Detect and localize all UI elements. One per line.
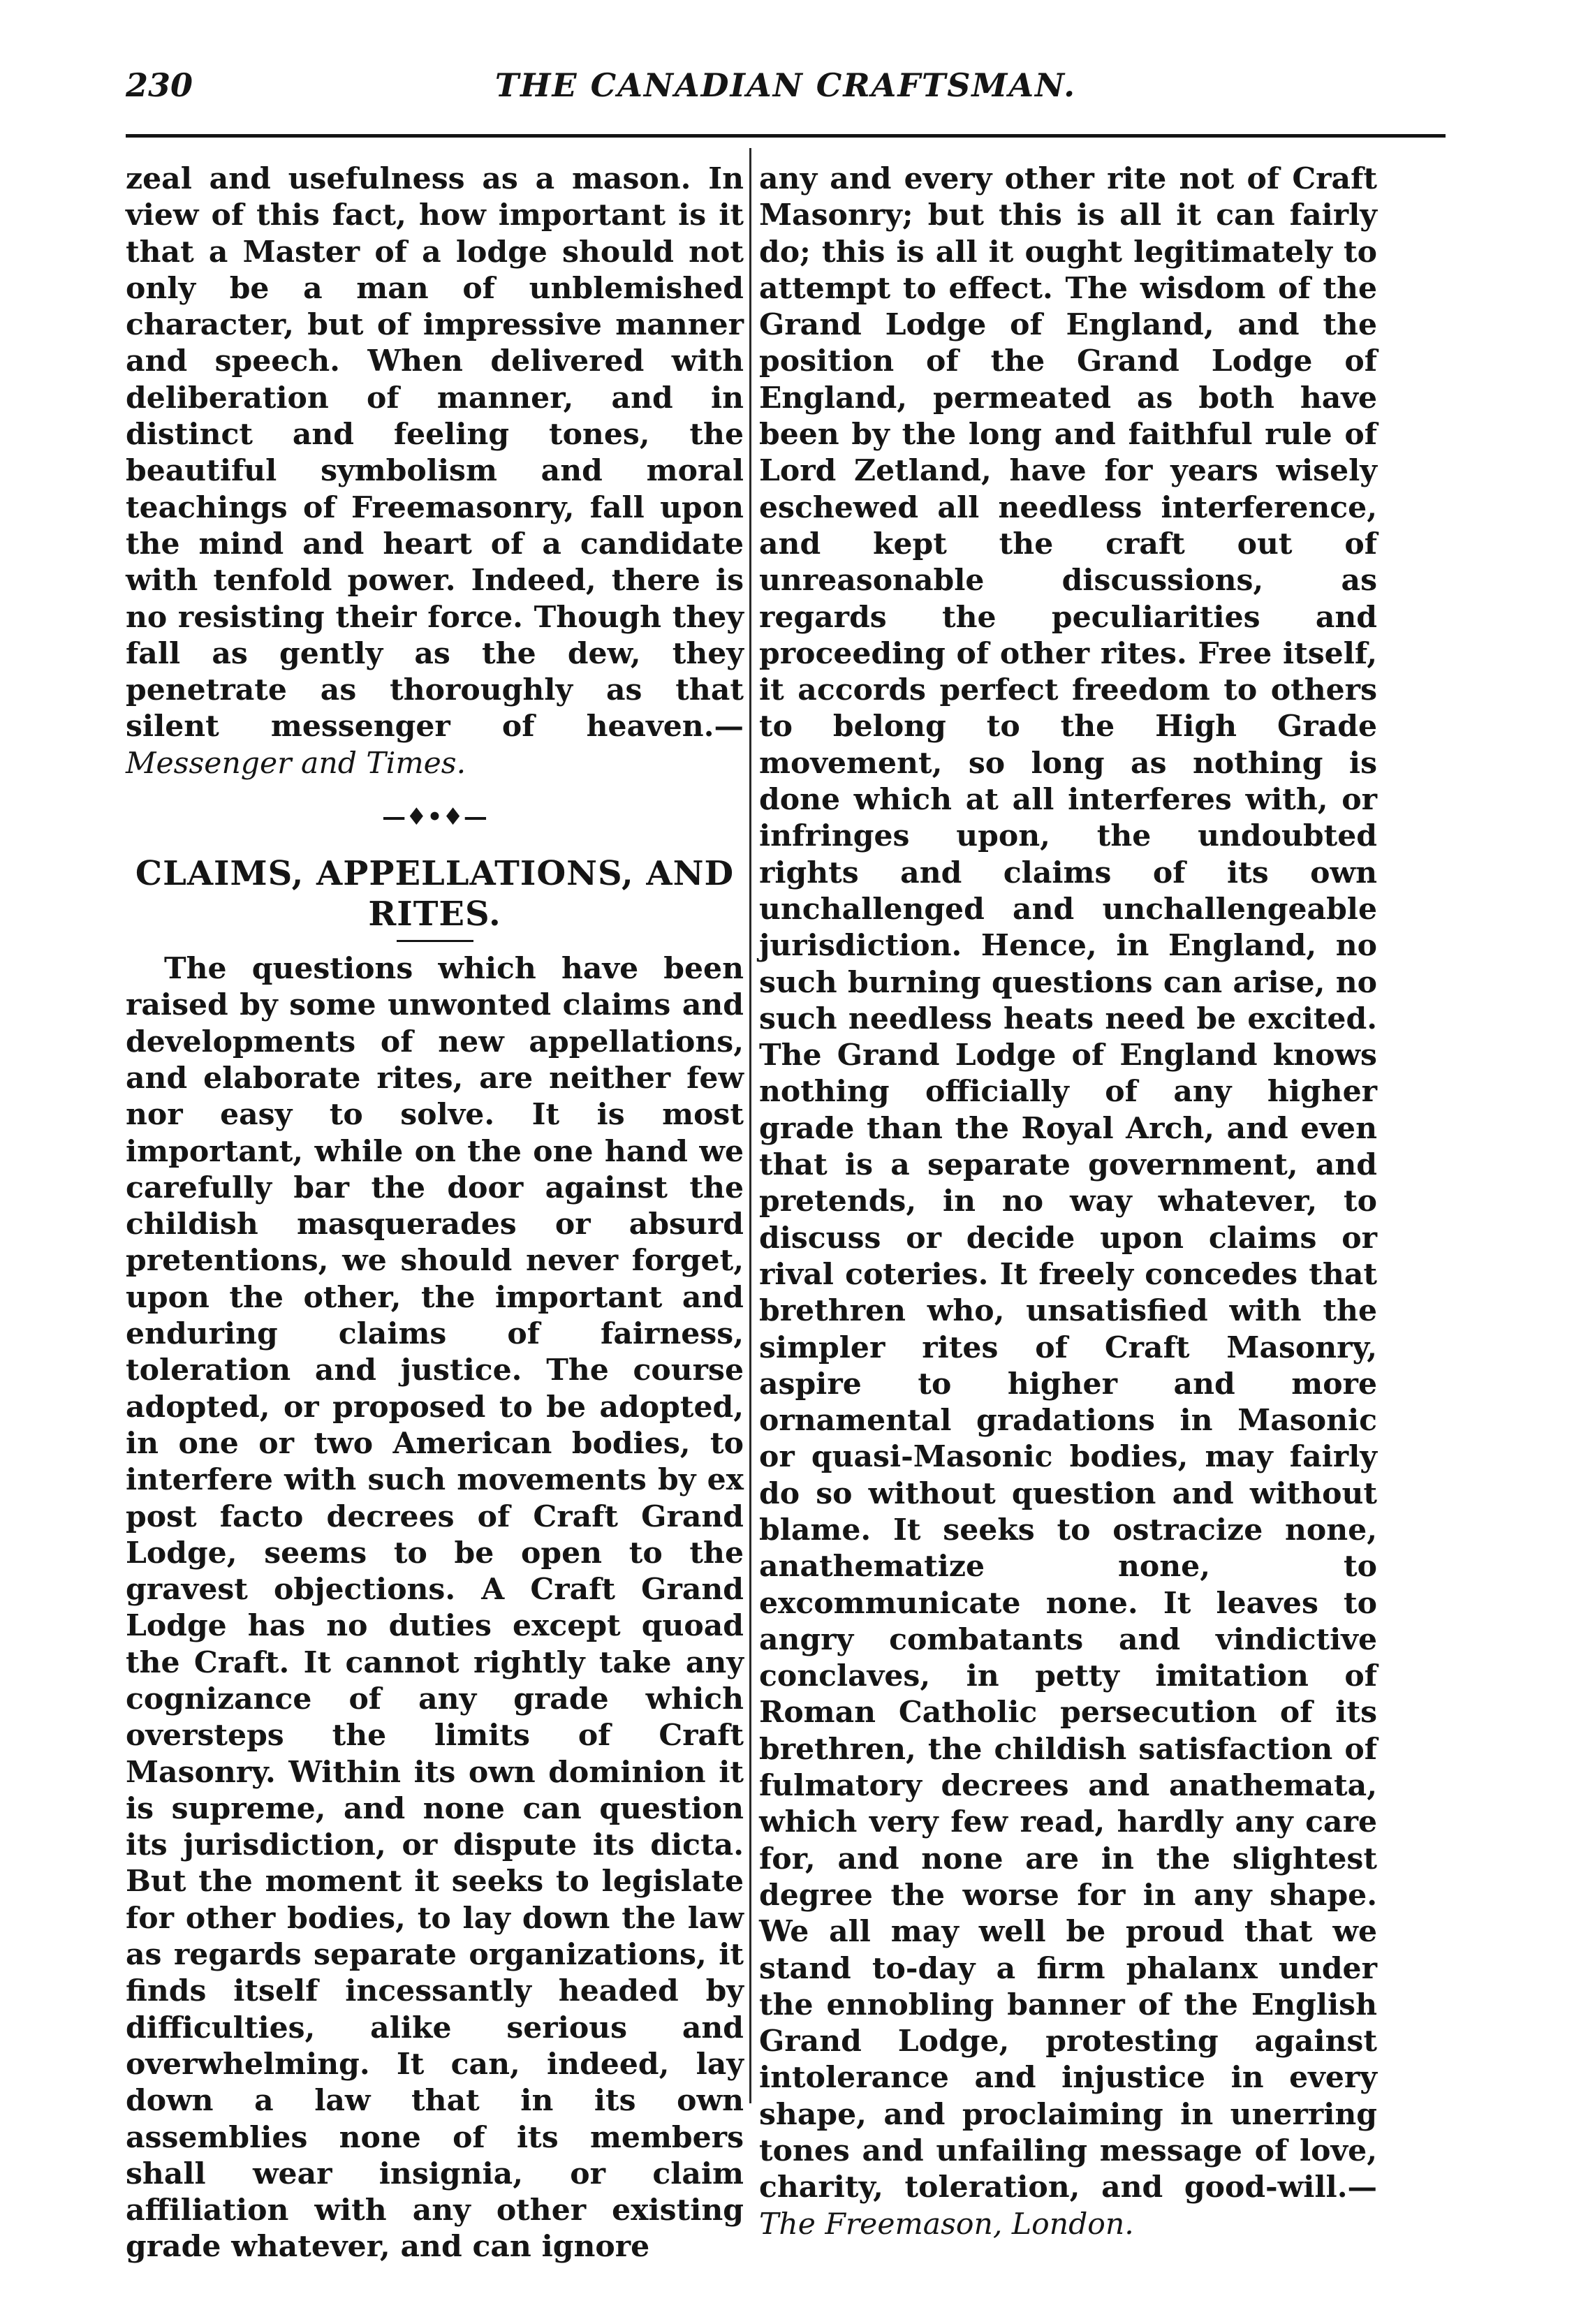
section-ornament: —♦•♦— <box>382 803 487 832</box>
header-rule <box>126 134 1446 138</box>
article-text-right-body: any and every other rite not of Craft Masonry; but this is all it can fairly do; this is all it ought legitimately to attempt to effect. The wisdom of the Grand Lodge of England, and the position of the Grand Lodge of England, permeated as both have been by the long and faithful rule of Lord Zetland, have for years wisely eschewed all needless interference, and kept the craft out of unreasonable discussions, as regards the peculiarities and proceeding of other rites. Free itself, it accords perfect freedom to others to belong to the High Grade movement, so long as nothing is done which at all interferes with, or infringes upon, the undoubted rights and claims of its own unchallenged and unchallengeable jurisdiction. Hence, in England, no such burning questions can arise, no such needless heats need be excited. The Grand Lodge of England knows nothing officially of any higher grade than the Royal Arch, and even that is a separate government, and pretends, in no way whatever, to discuss or decide upon claims or rival coteries. It freely concedes that brethren who, unsatisfied with the simpler rites of Craft Masonry, aspire to higher and more ornamental gradations in Masonic or quasi-Masonic bodies, may fairly do so without question and without blame. It seeks to ostracize none, anathematize none, to excommunicate none. It leaves to angry combatants and vindictive conclaves, in petty imitation of Roman Catholic persecution of its brethren, the childish satisfaction of fulmatory decrees and anathemata, which very few read, hardly any care for, and none are in the slightest degree the worse for in any shape. We all may well be proud that we stand to-day a firm phalanx under the ennobling banner of the English Grand Lodge, protesting against intolerance and injustice in every shape, and proclaiming in unerring tones and unfailing message of love, charity, toleration, and good-will.— <box>759 161 1377 2205</box>
page-number: 230 <box>126 66 193 104</box>
continued-article-text <box>126 161 744 782</box>
article-attribution: The Freemason, London. <box>759 2207 1134 2242</box>
right-column <box>759 161 1377 2243</box>
left-column <box>126 161 744 2265</box>
heading-rule <box>397 940 473 942</box>
continued-article-attribution: Messenger and Times. <box>126 746 466 781</box>
article-text-right <box>759 161 1377 2243</box>
column-divider <box>749 148 751 2103</box>
article-text-left: The questions which have been raised by some unwonted claims and developments of new appellations, and elaborate rites, are neither few nor easy to solve. It is most important, while on the one hand we carefully bar the door against the childish masquerades or absurd pretentions, we should never forget, upon the other, the important and enduring claims of fairness, toleration and justice. The course adopted, or proposed to be adopted, in one or two American bodies, to interfere with such movements by ex post facto decrees of Craft Grand Lodge, seems to be open to the gravest objections. A Craft Grand Lodge has no duties except quoad the Craft. It cannot rightly take any cognizance of any grade which oversteps the limits of Craft Masonry. Within its own dominion it is supreme, and none can question its jurisdiction, or dispute its dicta. But the moment it seeks to legislate for other bodies, to lay down the law as regards separate organizations, it finds itself incessantly headed by difficulties, alike serious and overwhelming. It can, indeed, lay down a law that in its own assemblies none of its members shall wear insignia, or claim affiliation with any other existing grade whatever, and can ignore <box>126 951 744 2265</box>
running-title: THE CANADIAN CRAFTSMAN. <box>494 66 1077 104</box>
article-heading: CLAIMS, APPELLATIONS, AND RITES. <box>135 854 735 934</box>
page-header <box>126 66 1446 122</box>
continued-article-body: zeal and usefulness as a mason. In view of this fact, how important is it that a Master of a lodge should not only be a man of unblemished character, but of impressive manner and speech. When delivered with deliberation of manner, and in distinct and feeling tones, the beautiful symbolism and moral teachings of Freemasonry, fall upon the mind and heart of a candidate with tenfold power. Indeed, there is no resisting their force. Though they fall as gently as the dew, they penetrate as thoroughly as that silent messenger of heaven.— <box>126 161 744 744</box>
